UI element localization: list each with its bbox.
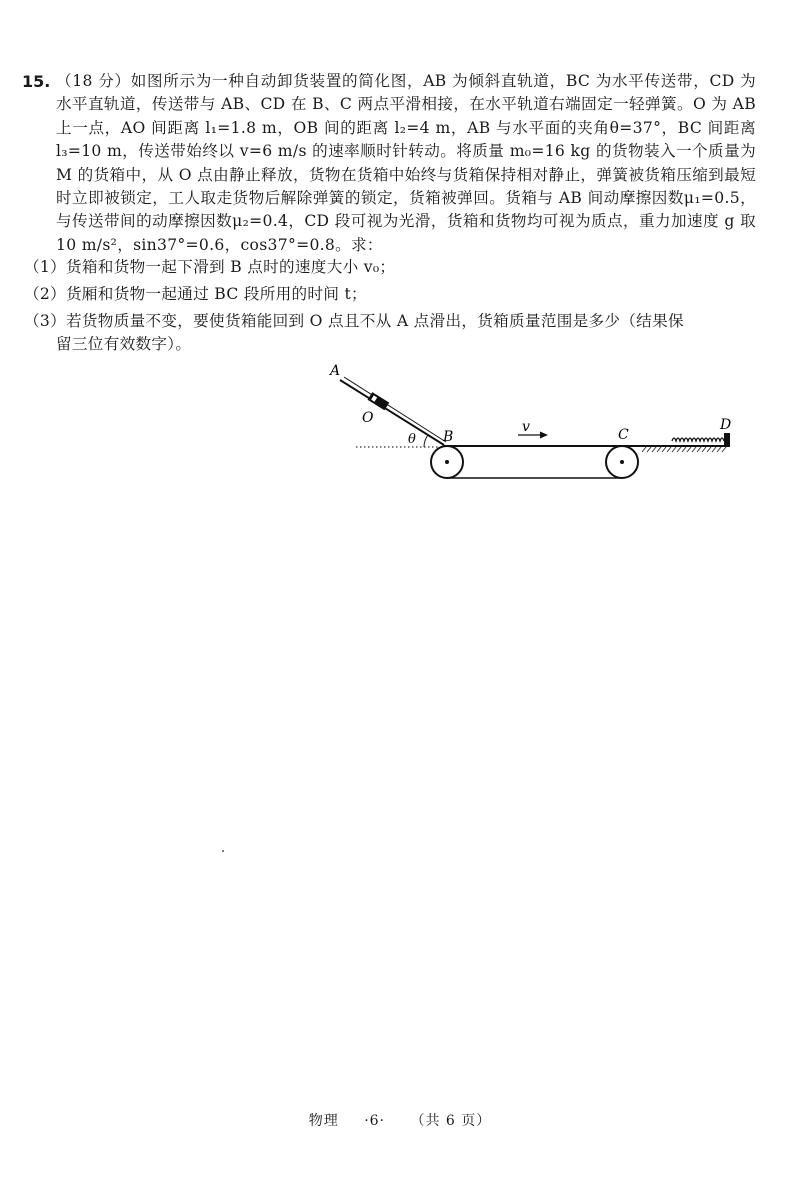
- subquestion-1: （1）货箱和货物一起下滑到 B 点时的速度大小 v₀；: [24, 258, 396, 276]
- velocity-arrowhead: [540, 432, 548, 439]
- page-footer: [0, 1110, 800, 1130]
- incline-track-ab-edge: [344, 377, 446, 442]
- label-d: D: [720, 417, 732, 433]
- footer-total-pages: （共 6 页）: [410, 1113, 492, 1129]
- wall-d: [724, 433, 730, 446]
- subquestion-3: [24, 310, 764, 357]
- question-intro: （18 分）如图所示为一种自动卸货装置的简化图，AB 为倾斜直轨道，BC 为水平传送带，CD 为水平直轨道，传送带与 AB、CD 在 B、C 两点平滑相接，在水平轨道右端固定一轻弹簧。O 为 AB 上一点，AO 间距离 l₁=1.8 m，OB 间的距离 l₂=4 m，AB 与水平面的夹角θ=37°，BC 间距离 l₃=10 m，传送带始终以 v=6 m/s 的速率顺时针转动。将质量 m₀=16 kg 的货物装入一个质量为 M 的货箱中，从 O 点由静止释放，货物在货箱中始终与货箱保持相对静止，弹簧被货箱压缩到最短时立即被锁定，工人取走货物后解除弹簧的锁定，货箱被弹回。货箱与 AB 间动摩擦因数μ₁=0.5，与传送带间的动摩擦因数μ₂=0.4，CD 段可视为光滑，货箱和货物均可视为质点，重力加速度 g 取 10 m/s²，sin37°=0.6，cos37°=0.8。求：: [56, 72, 756, 254]
- label-v: v: [522, 419, 530, 435]
- label-o: O: [362, 410, 374, 426]
- incline-track-ab: [340, 380, 444, 445]
- footer-subject: 物理: [308, 1113, 339, 1129]
- spring: [672, 438, 724, 441]
- subquestion-3-line2: 留三位有效数字）。: [56, 335, 192, 354]
- subquestion-3-line1: （3）若货物质量不变，要使货箱能回到 O 点且不从 A 点滑出，货箱质量范围是多少（结果保: [24, 312, 684, 330]
- pulley-c-axle: [620, 460, 624, 464]
- label-theta: θ: [408, 432, 416, 447]
- question-number: 15.: [22, 72, 51, 91]
- stray-dot: [222, 850, 224, 852]
- label-b: B: [443, 429, 454, 445]
- angle-arc: [424, 435, 428, 447]
- track-cd-hatching: [642, 447, 726, 452]
- subquestion-2: （2）货厢和货物一起通过 BC 段所用的时间 t；: [24, 285, 367, 303]
- cargo-box: [368, 392, 390, 410]
- figure-diagram: [320, 355, 760, 490]
- label-a: A: [330, 363, 341, 379]
- label-c: C: [618, 427, 629, 443]
- footer-page-number: ·6·: [364, 1113, 385, 1129]
- pulley-b-axle: [445, 460, 449, 464]
